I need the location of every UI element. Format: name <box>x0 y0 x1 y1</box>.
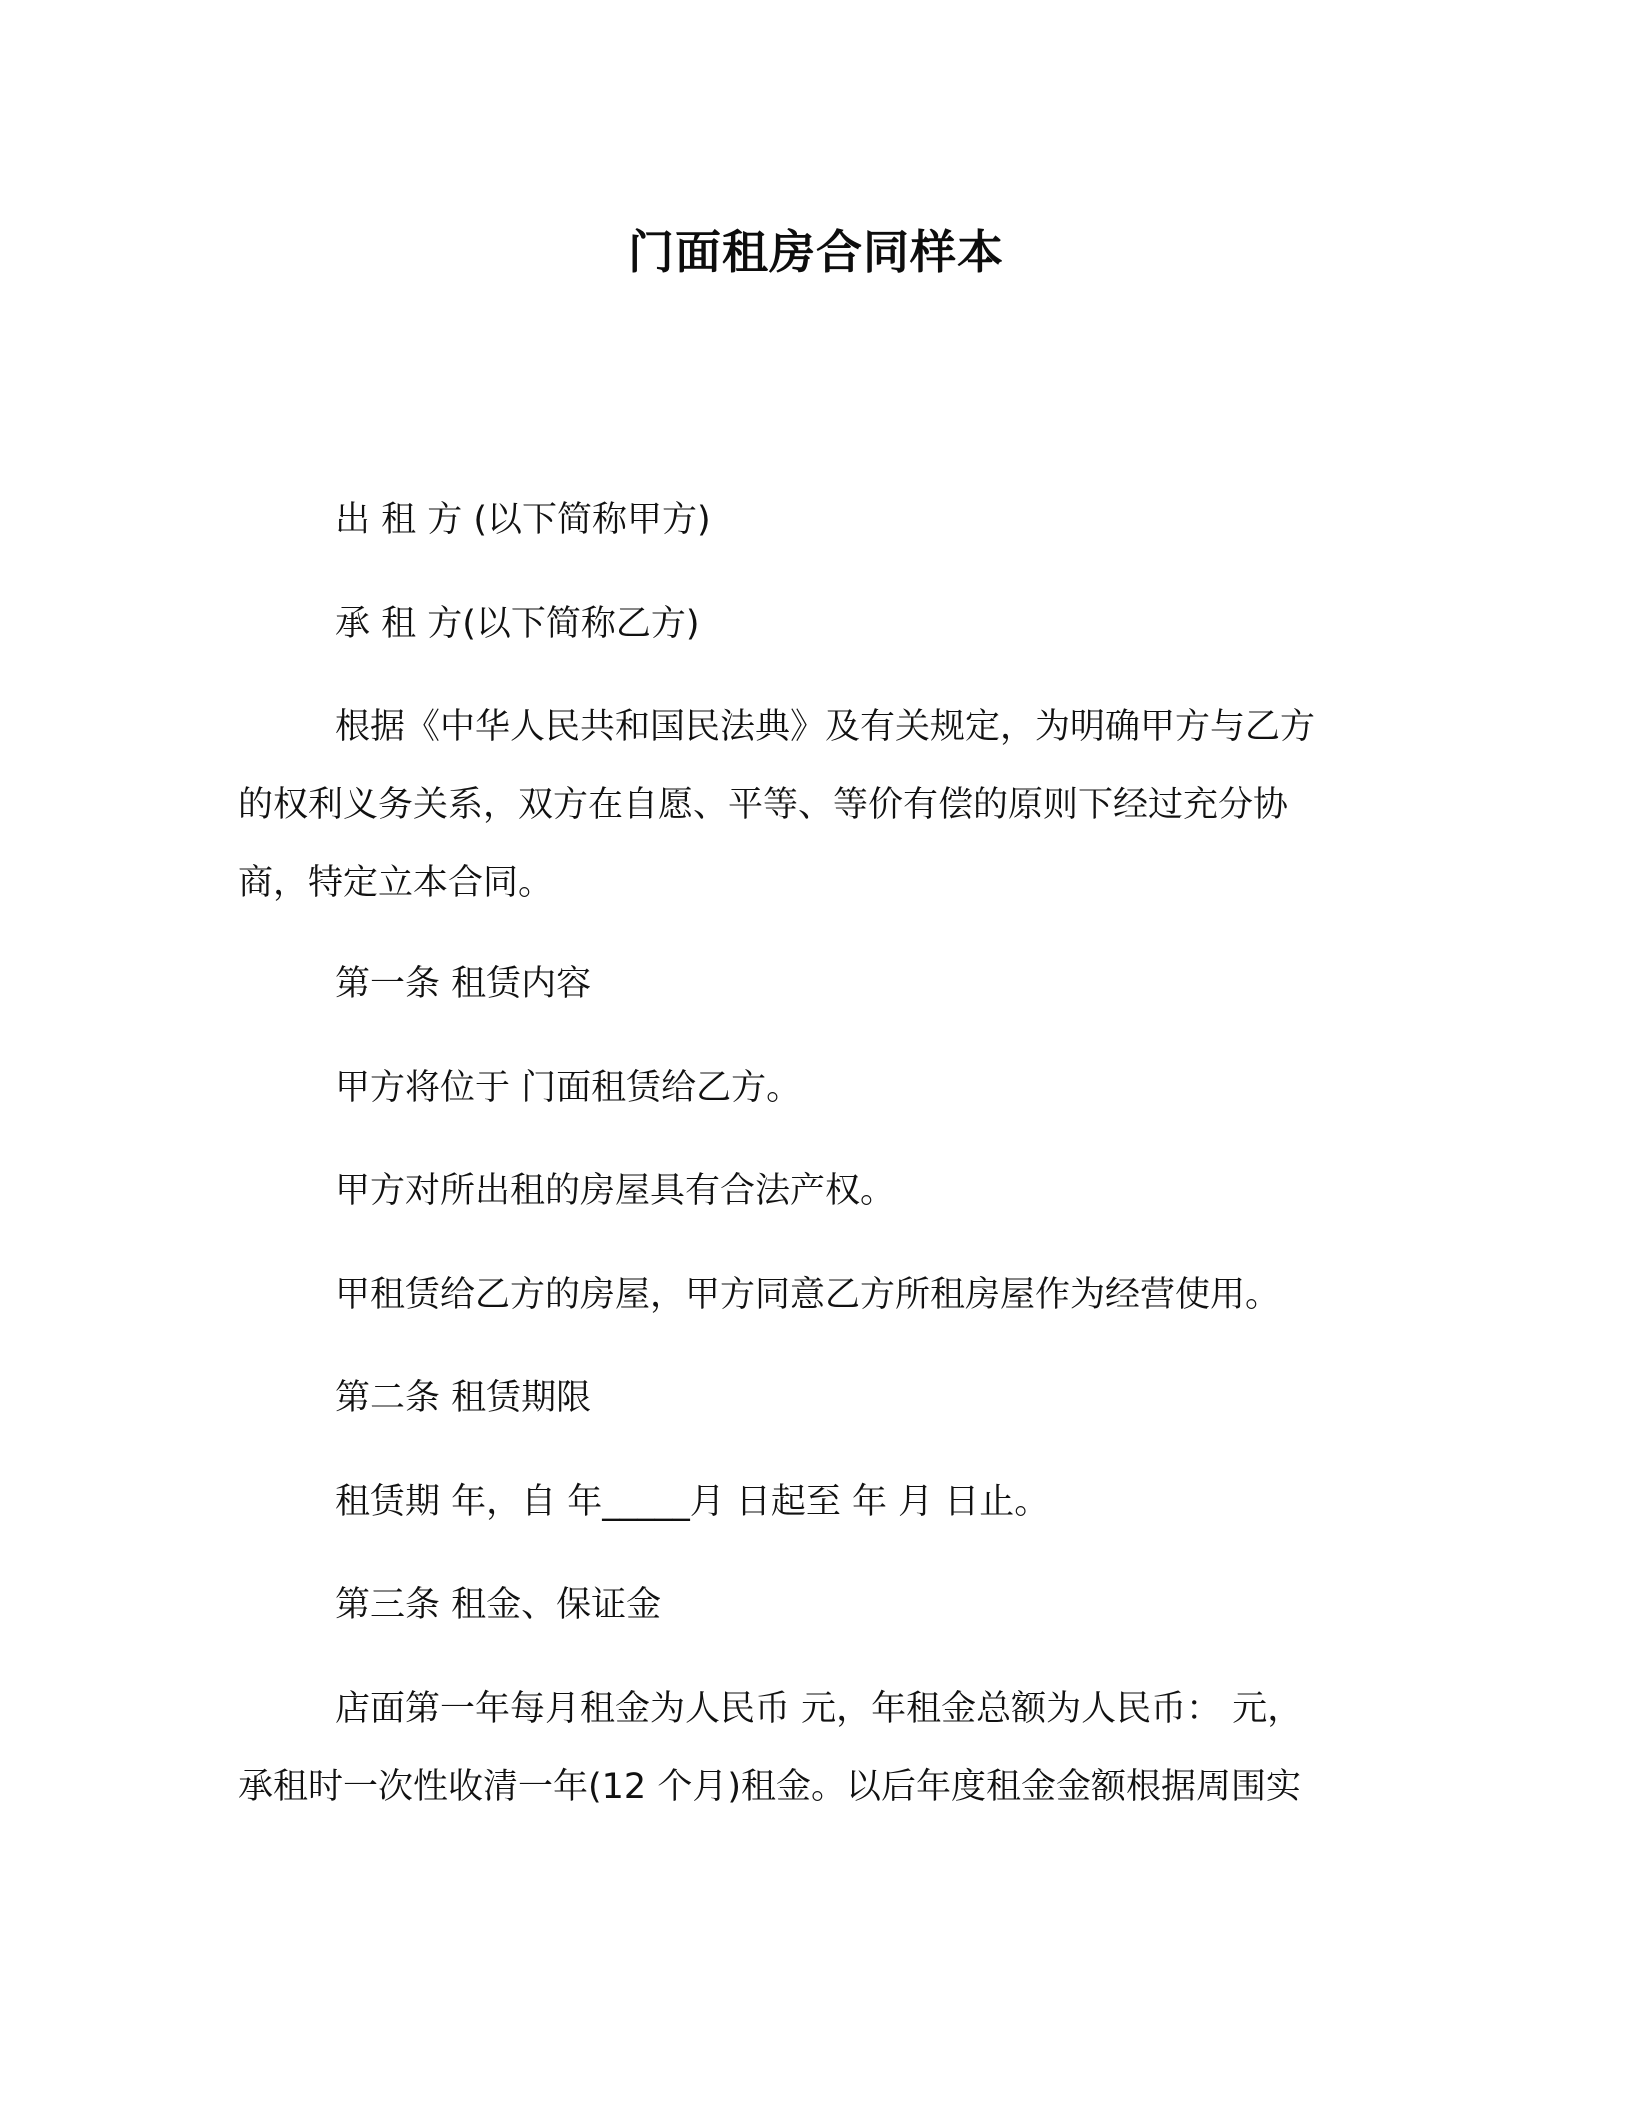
lessor-line: 出 租 方 (以下简称甲方) <box>335 500 711 540</box>
article-1-heading: 第一条 租赁内容 <box>335 964 592 1004</box>
article-3-heading: 第三条 租金、保证金 <box>335 1585 662 1625</box>
article-1-clause-1: 甲方将位于 门面租赁给乙方。 <box>335 1068 802 1108</box>
article-1-clause-3: 甲租赁给乙方的房屋，甲方同意乙方所租房屋作为经营使用。 <box>335 1275 1281 1315</box>
article-3-clause-line-2: 承租时一次性收清一年(12 个月)租金。以后年度租金金额根据周围实 <box>238 1767 1301 1807</box>
article-2-clause-1: 租赁期 年，自 年_____月 日起至 年 月 日止。 <box>335 1482 1050 1522</box>
article-2-heading: 第二条 租赁期限 <box>335 1378 592 1418</box>
article-3-clause-line-1: 店面第一年每月租金为人民币 元，年租金总额为人民币： 元， <box>335 1689 1303 1729</box>
preamble-line-1: 根据《中华人民共和国民法典》及有关规定，为明确甲方与乙方 <box>335 707 1316 747</box>
article-1-clause-2: 甲方对所出租的房屋具有合法产权。 <box>335 1171 896 1211</box>
preamble-line-2: 的权利义务关系，双方在自愿、平等、等价有偿的原则下经过充分协 <box>238 785 1289 825</box>
preamble-line-3: 商，特定立本合同。 <box>238 863 554 903</box>
lessee-line: 承 租 方(以下简称乙方) <box>335 604 700 644</box>
document-title: 门面租房合同样本 <box>628 225 1004 279</box>
